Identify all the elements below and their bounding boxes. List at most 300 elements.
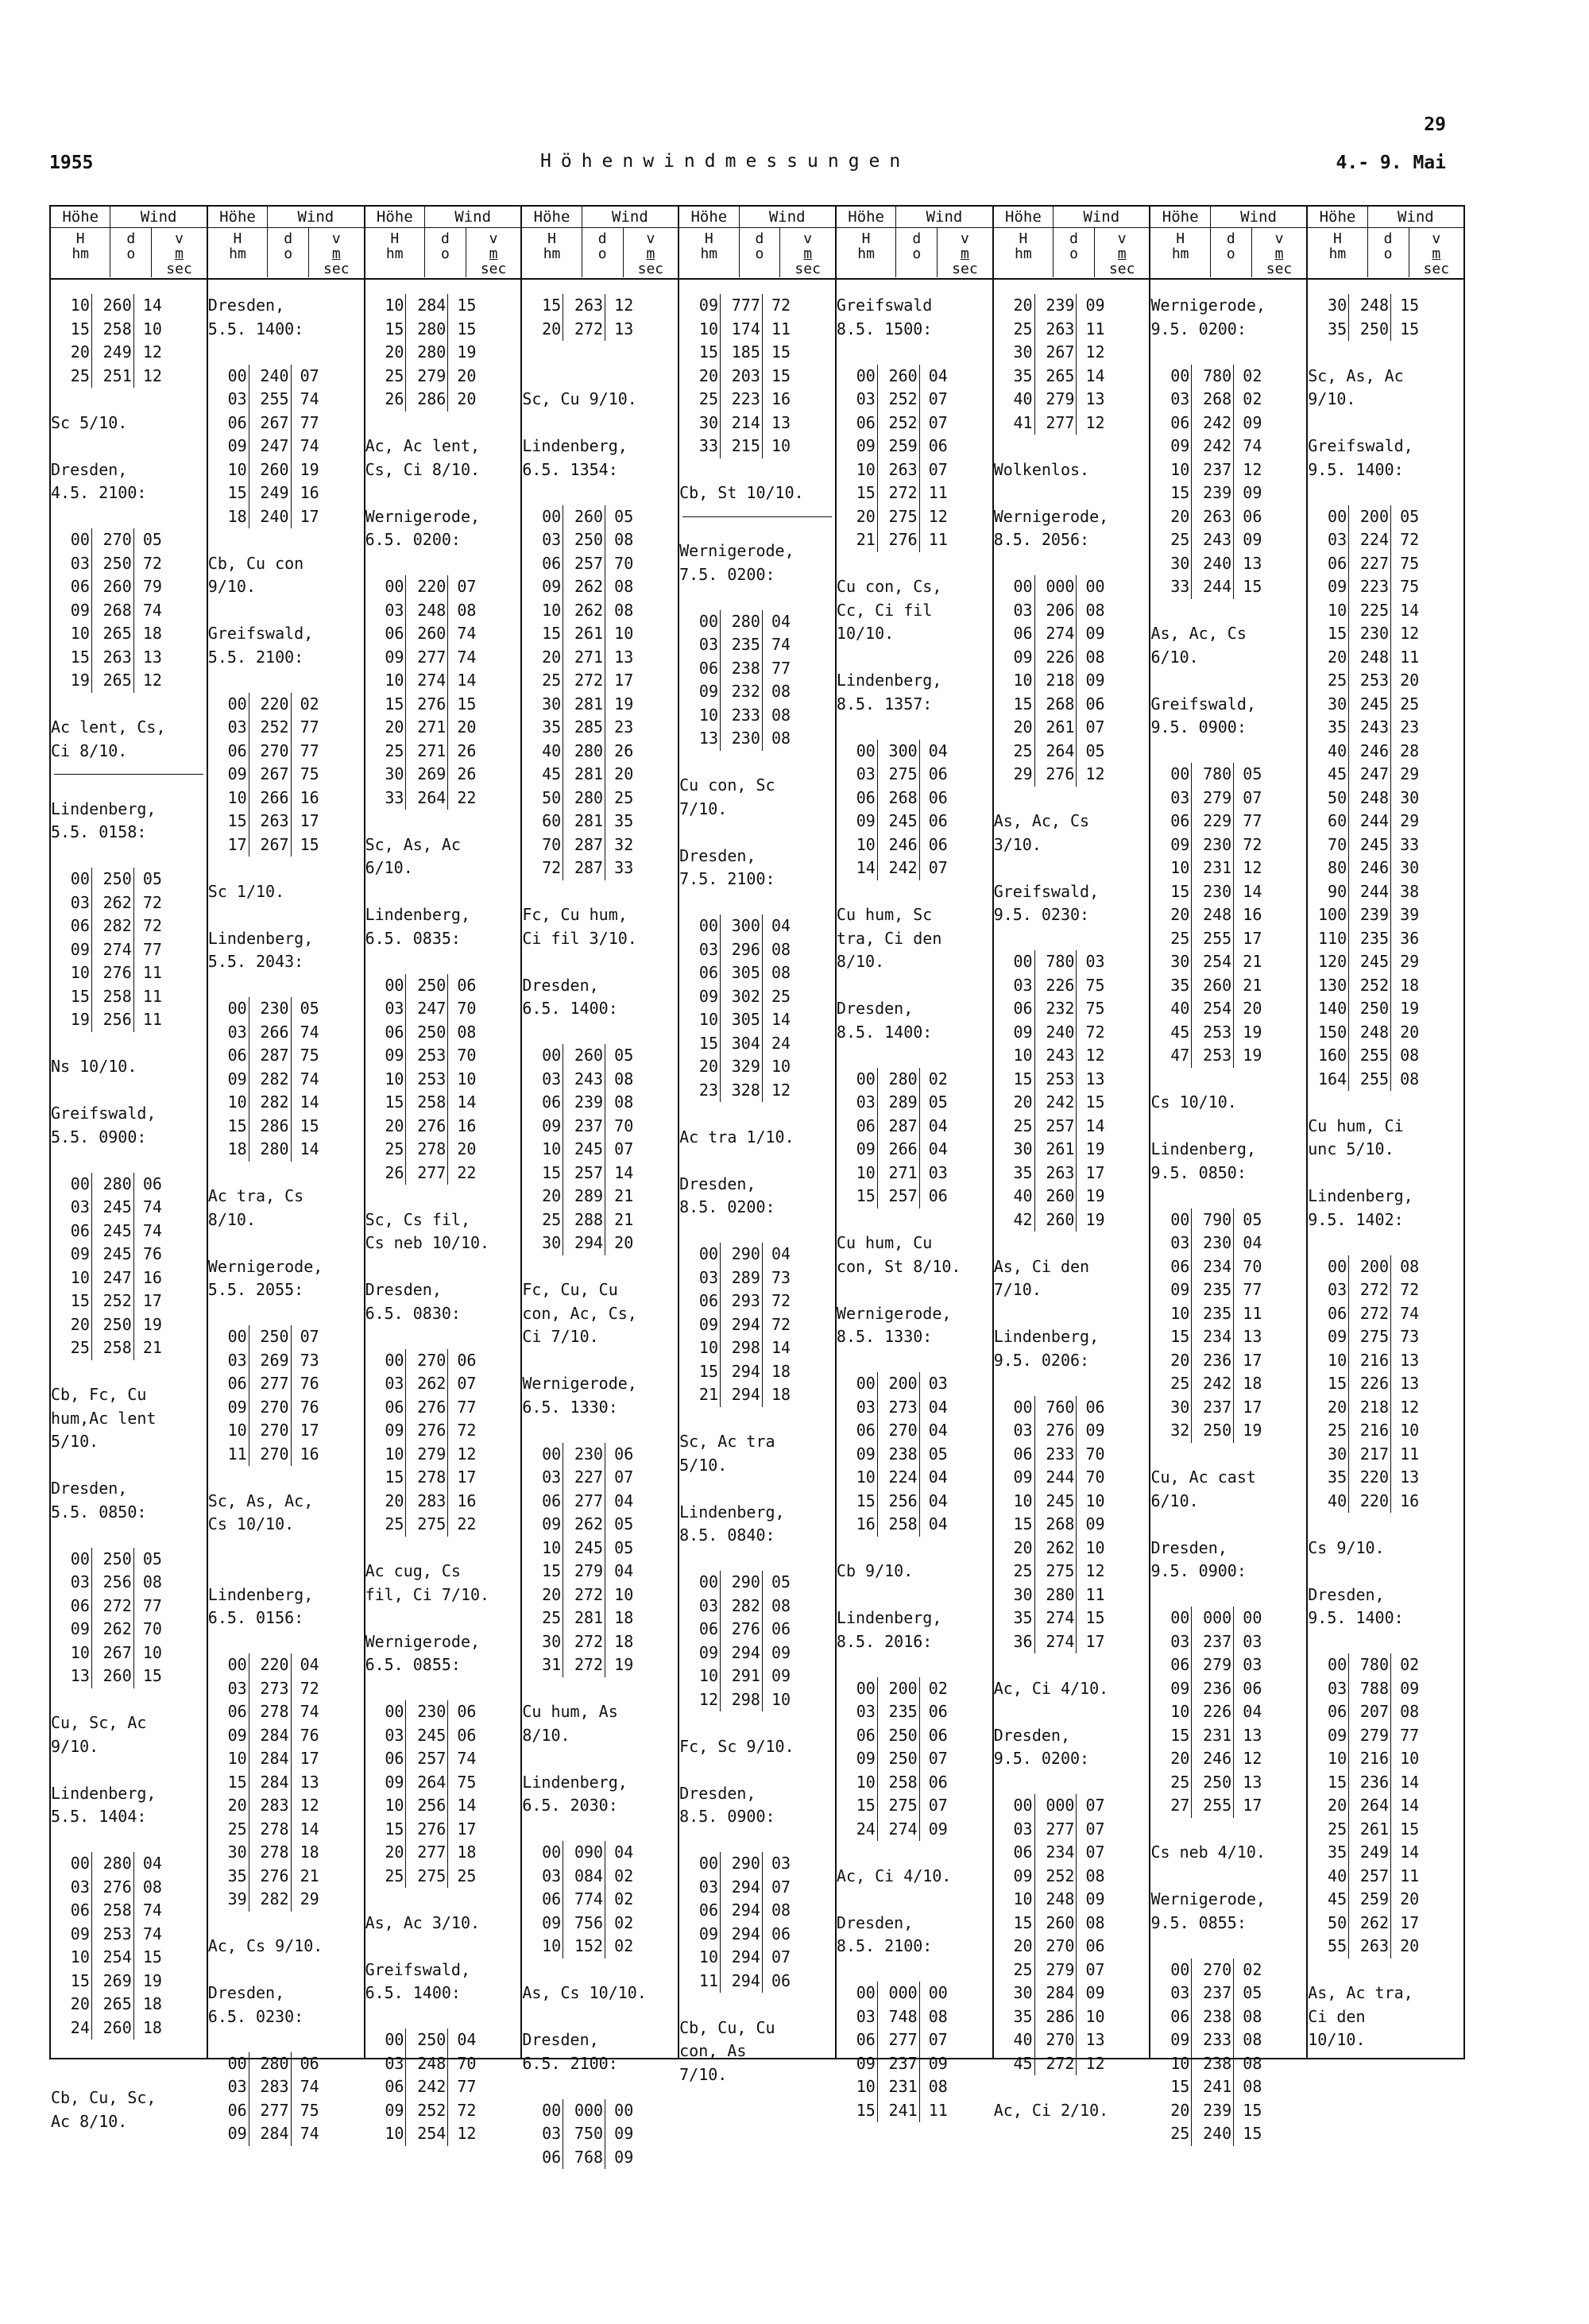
measurement-row: 13 230 08: [679, 727, 835, 751]
measurement-row: 06 250 06: [837, 1724, 992, 1748]
measurement-row: 10 260 14: [51, 294, 207, 318]
measurement-row: 09 267 75: [208, 763, 364, 787]
measurement-row: 20 249 12: [51, 341, 207, 365]
header-hoehe: Höhe: [51, 207, 110, 227]
spacer: [365, 810, 521, 833]
station-note: Fc, Sc 9/10.: [679, 1736, 794, 1756]
header-h: H: [861, 230, 871, 247]
measurement-row: 03 748 08: [837, 2005, 992, 2029]
measurement-row: 40 279 13: [994, 388, 1150, 412]
measurement-row: 06 234 70: [1150, 1255, 1306, 1279]
column-header: [522, 207, 678, 280]
measurement-row: 09 247 74: [208, 435, 364, 458]
header-wind: Wind: [1397, 208, 1434, 226]
measurement-row: 15 258 11: [51, 985, 207, 1009]
station-note: 5.5. 1404:: [51, 1807, 147, 1826]
measurement-row: 25 251 12: [51, 365, 207, 389]
measurement-row: 03 227 07: [522, 1466, 678, 1490]
header-v: v: [331, 230, 341, 247]
header-hm: hm: [857, 246, 875, 262]
measurement-row: 25 258 21: [51, 1336, 207, 1360]
measurement-row: 26 277 22: [365, 1162, 521, 1185]
measurement-row: 06 277 76: [208, 1372, 364, 1396]
measurement-row: 20 272 10: [522, 1583, 678, 1607]
measurement-row: 60 281 35: [522, 810, 678, 833]
spacer: [994, 1302, 1150, 1326]
measurement-row: 06 276 06: [679, 1618, 835, 1641]
spacer: [365, 1255, 521, 1279]
spacer: [51, 1829, 207, 1853]
measurement-row: 70 287 32: [522, 833, 678, 857]
header-hm: hm: [229, 246, 246, 262]
spacer: [1150, 1185, 1306, 1208]
station-note: 5/10.: [679, 1455, 728, 1475]
header-hoehe: Höhe: [837, 207, 896, 227]
measurement-row: 03 294 07: [679, 1876, 835, 1900]
station-note: 8.5. 0900:: [679, 1807, 775, 1826]
station-note: 6/10.: [365, 858, 413, 877]
measurement-row: 09 270 76: [208, 1396, 364, 1420]
measurement-row: 00 250 07: [208, 1325, 364, 1349]
measurement-row: 20 329 10: [679, 1055, 835, 1079]
measurement-row: 17 267 15: [208, 833, 364, 857]
spacer: [994, 787, 1150, 810]
header-h: H: [1019, 230, 1028, 247]
spacer: [1308, 481, 1463, 505]
header-hm: hm: [385, 246, 404, 262]
measurement-row: 11 294 06: [679, 1970, 835, 1993]
station-note: Cu hum, Ci: [1308, 1116, 1404, 1135]
measurement-row: 03 250 72: [51, 552, 207, 576]
header-v: v: [175, 230, 184, 247]
spacer: [522, 1818, 678, 1842]
measurement-row: 03 788 09: [1308, 1677, 1463, 1701]
measurement-row: 20 218 12: [1308, 1396, 1463, 1420]
measurement-row: 00 000 00: [522, 2099, 678, 2123]
header-m: m: [1117, 246, 1127, 262]
spacer: [837, 716, 992, 740]
measurement-row: 20 239 09: [994, 294, 1150, 318]
spacer: [51, 505, 207, 529]
spacer: [522, 950, 678, 974]
measurement-row: 06 277 75: [208, 2099, 364, 2123]
measurement-row: 15 226 13: [1308, 1372, 1463, 1396]
station-note: Dresden,: [836, 999, 914, 1018]
measurement-row: 06 268 06: [837, 787, 992, 810]
spacer: [679, 1711, 835, 1735]
measurement-row: 09 235 77: [1150, 1278, 1306, 1302]
measurement-row: 00 780 05: [1150, 763, 1306, 787]
measurement-row: 25 253 20: [1308, 669, 1463, 693]
measurement-row: 20 289 21: [522, 1185, 678, 1208]
measurement-row: 35 249 14: [1308, 1841, 1463, 1865]
spacer: [679, 1758, 835, 1782]
station-note: 6.5. 1400:: [365, 1983, 461, 2002]
spacer: [837, 1888, 992, 1912]
station-note: unc 5/10.: [1308, 1139, 1394, 1158]
table-column: [49, 207, 207, 2131]
measurement-row: 20 275 12: [837, 505, 992, 529]
measurement-row: 00 090 04: [522, 1841, 678, 1865]
measurement-row: 03 247 70: [365, 997, 521, 1021]
measurement-row: 06 239 08: [522, 1091, 678, 1115]
measurement-row: 09 266 04: [837, 1138, 992, 1162]
measurement-row: 03 252 07: [837, 388, 992, 412]
measurement-row: 03 226 75: [994, 974, 1150, 998]
station-note: Ac, Ac lent,: [365, 436, 481, 455]
measurement-row: 06 232 75: [994, 997, 1150, 1021]
header-sec: sec: [952, 261, 978, 277]
measurement-row: 25 240 15: [1150, 2122, 1306, 2146]
measurement-row: 00 250 06: [365, 974, 521, 998]
measurement-row: 06 234 07: [994, 1841, 1150, 1865]
measurement-row: 30 214 13: [679, 412, 835, 435]
measurement-row: 03 237 05: [1150, 1982, 1306, 2005]
station-note: con, As: [679, 2041, 747, 2060]
measurement-row: 45 253 19: [1150, 1021, 1306, 1045]
measurement-row: 03 275 06: [837, 763, 992, 787]
measurement-row: 20 283 12: [208, 1794, 364, 1818]
station-note: Wernigerode,: [1150, 296, 1266, 315]
station-note: 8.5. 1500:: [836, 319, 933, 338]
header-sec: sec: [166, 261, 192, 277]
station-note: Dresden,: [679, 1174, 756, 1193]
measurement-row: 10 253 10: [365, 1068, 521, 1092]
spacer: [679, 891, 835, 915]
header-deg: o: [912, 246, 922, 262]
measurement-row: 15 269 19: [51, 1970, 207, 1993]
measurement-row: 30 269 26: [365, 763, 521, 787]
measurement-row: 03 235 06: [837, 1700, 992, 1724]
measurement-row: 09 275 73: [1308, 1325, 1463, 1349]
spacer: [51, 1758, 207, 1782]
measurement-row: 15 263 13: [51, 646, 207, 670]
station-note: Lindenberg,: [1150, 1139, 1256, 1158]
measurement-row: 20 248 11: [1308, 646, 1463, 670]
spacer: [51, 1524, 207, 1548]
spacer: [365, 1607, 521, 1630]
station-note: 7/10.: [993, 1280, 1042, 1299]
spacer: [522, 1419, 678, 1443]
measurement-row: 20 203 15: [679, 365, 835, 389]
measurement-row: 09 232 08: [679, 680, 835, 704]
station-note: Cs neb 10/10.: [365, 1233, 490, 1252]
station-note: Sc, Ac tra: [679, 1432, 775, 1451]
spacer: [208, 1630, 364, 1654]
measurement-row: 35 265 14: [994, 365, 1150, 389]
spacer: [1308, 1162, 1463, 1185]
measurement-row: 15 239 09: [1150, 481, 1306, 505]
measurement-row: 30 267 12: [994, 341, 1150, 365]
spacer: [1150, 599, 1306, 623]
measurement-row: 20 277 18: [365, 1841, 521, 1865]
measurement-row: 06 229 77: [1150, 810, 1306, 833]
measurement-row: 30 284 09: [994, 1982, 1150, 2005]
measurement-row: 15 284 13: [208, 1771, 364, 1795]
measurement-row: 33 244 15: [1150, 575, 1306, 599]
measurement-row: 25 257 14: [994, 1115, 1150, 1139]
spacer: [51, 435, 207, 458]
measurement-row: 50 280 25: [522, 787, 678, 810]
measurement-row: 03 289 05: [837, 1091, 992, 1115]
measurement-row: 10 254 12: [365, 2122, 521, 2146]
station-note: 3/10.: [993, 834, 1042, 854]
measurement-row: 00 000 07: [994, 1794, 1150, 1818]
spacer: [522, 412, 678, 435]
measurement-row: 25 271 26: [365, 740, 521, 764]
header-h: H: [1333, 230, 1342, 247]
measurement-row: 00 220 07: [365, 575, 521, 599]
station-note: 9.5. 0855:: [1150, 1912, 1247, 1932]
measurement-row: 120 245 29: [1308, 950, 1463, 974]
measurement-row: 35 276 21: [208, 1865, 364, 1889]
spacer: [1150, 669, 1306, 693]
station-note: Ac lent, Cs,: [51, 717, 166, 737]
measurement-row: 10 270 17: [208, 1419, 364, 1443]
measurement-row: 25 275 12: [994, 1560, 1150, 1583]
station-note: Ci 8/10.: [51, 741, 128, 760]
header-sec: sec: [637, 261, 664, 277]
measurement-row: 00 270 02: [1150, 1959, 1306, 1982]
measurement-row: 20 283 16: [365, 1490, 521, 1514]
header-d: d: [755, 230, 764, 247]
measurement-row: 20 239 15: [1150, 2099, 1306, 2123]
measurement-row: 90 244 38: [1308, 880, 1463, 904]
station-note: 8.5. 0200:: [679, 1197, 775, 1216]
measurement-row: 16 258 04: [837, 1513, 992, 1537]
header-m: m: [175, 246, 184, 262]
measurement-row: 03 235 74: [679, 633, 835, 657]
measurement-row: 00 290 03: [679, 1852, 835, 1876]
page-number: 29: [1424, 114, 1446, 135]
measurement-row: 160 255 08: [1308, 1044, 1463, 1068]
station-note: As, Ci den: [993, 1256, 1090, 1276]
measurement-row: 00 200 02: [837, 1677, 992, 1701]
measurement-row: 20 270 06: [994, 1935, 1150, 1959]
header-d: d: [126, 230, 136, 247]
station-note: Lindenberg,: [51, 1783, 157, 1803]
header-m: m: [1274, 246, 1284, 262]
measurement-row: 10 274 14: [365, 669, 521, 693]
header-d: d: [1383, 230, 1393, 247]
header-sec: sec: [1266, 261, 1293, 277]
measurement-row: 03 262 07: [365, 1372, 521, 1396]
station-note: Ac, Cs 9/10.: [207, 1936, 323, 1955]
spacer: [837, 1959, 992, 1982]
station-note: Lindenberg,: [207, 1584, 314, 1604]
header-wind: Wind: [140, 208, 177, 226]
measurement-row: 80 246 30: [1308, 857, 1463, 880]
measurement-row: 50 262 17: [1308, 1912, 1463, 1935]
header-hoehe: Höhe: [365, 207, 425, 227]
measurement-row: 15 241 11: [837, 2099, 992, 2123]
station-note: 8.5. 2016:: [836, 1631, 933, 1651]
measurement-row: 15 304 24: [679, 1032, 835, 1056]
station-note: Cb, St 10/10.: [679, 483, 804, 502]
table-column: [207, 207, 364, 2143]
measurement-row: 00 780 03: [994, 950, 1150, 974]
header-m: m: [803, 246, 813, 262]
measurement-row: 09 245 06: [837, 810, 992, 833]
measurement-row: 35 286 10: [994, 2005, 1150, 2029]
measurement-row: 09 236 06: [1150, 1677, 1306, 1701]
measurement-row: 03 279 07: [1150, 787, 1306, 810]
spacer: [365, 412, 521, 435]
station-note: 9.5. 0200:: [993, 1749, 1090, 1768]
measurement-row: 15 231 13: [1150, 1724, 1306, 1748]
station-note: Dresden,: [207, 296, 285, 315]
station-note: 5.5. 2043:: [207, 952, 304, 971]
spacer: [1308, 1560, 1463, 1583]
station-note: Greifswald,: [51, 1104, 157, 1123]
measurement-row: 03 248 70: [365, 2052, 521, 2076]
spacer: [208, 974, 364, 998]
measurement-row: 00 780 02: [1150, 365, 1306, 389]
year: 1955: [49, 153, 94, 173]
station-note: 9/10.: [1308, 389, 1356, 408]
header-h: H: [704, 230, 713, 247]
spacer: [1150, 1865, 1306, 1889]
measurement-row: 41 277 12: [994, 412, 1150, 435]
station-note: 9.5. 0200:: [1150, 319, 1247, 338]
measurement-row: 03 252 77: [208, 716, 364, 740]
measurement-row: 40 270 13: [994, 2028, 1150, 2052]
measurement-row: 09 268 74: [51, 599, 207, 623]
station-note: Cs 10/10.: [207, 1514, 295, 1533]
station-note: Sc, As, Ac,: [207, 1491, 314, 1510]
measurement-row: 26 286 20: [365, 388, 521, 412]
header-v: v: [489, 230, 498, 247]
measurement-row: 30 280 11: [994, 1583, 1150, 1607]
measurement-row: 06 245 74: [51, 1220, 207, 1243]
station-note: 6.5. 0830:: [365, 1303, 461, 1323]
spacer: [679, 1149, 835, 1173]
measurement-row: 06 258 74: [51, 1899, 207, 1923]
measurement-row: 00 280 04: [679, 610, 835, 634]
measurement-row: 20 271 13: [522, 646, 678, 670]
header-m: m: [489, 246, 498, 262]
measurement-row: 31 272 19: [522, 1653, 678, 1677]
measurement-row: 10 238 08: [1150, 2052, 1306, 2076]
station-note: Cu hum, Cu: [836, 1233, 933, 1252]
station-note: 9.5. 1400:: [1308, 459, 1404, 479]
measurement-row: 06 287 75: [208, 1044, 364, 1068]
station-note: Dresden,: [207, 1983, 285, 2002]
station-note: 6.5. 2100:: [522, 2053, 618, 2073]
measurement-row: 20 242 15: [994, 1091, 1150, 1115]
station-note: 6.5. 1354:: [522, 459, 618, 479]
station-note: Ac tra, Cs: [207, 1186, 304, 1205]
header-sec: sec: [794, 261, 821, 277]
measurement-row: 35 243 23: [1308, 716, 1463, 740]
column-header: [837, 207, 992, 280]
station-note: 9/10.: [51, 1736, 99, 1756]
measurement-row: 09 237 09: [837, 2052, 992, 2076]
spacer: [208, 903, 364, 927]
table-column: [992, 207, 1150, 2120]
spacer: [208, 2028, 364, 2052]
station-note: 9.5. 0230:: [993, 905, 1090, 924]
measurement-row: 25 216 10: [1308, 1419, 1463, 1443]
measurement-row: 15 280 15: [365, 318, 521, 342]
station-note: 8/10.: [836, 952, 885, 971]
measurement-row: 24 260 18: [51, 2017, 207, 2040]
measurement-row: 10 245 07: [522, 1138, 678, 1162]
spacer: [837, 1349, 992, 1373]
measurement-row: 20 262 10: [994, 1537, 1150, 1560]
header-wind: Wind: [612, 208, 648, 226]
header-d: d: [440, 230, 450, 247]
station-note: Cu con, Sc: [679, 775, 775, 795]
measurement-row: 10 279 12: [365, 1443, 521, 1467]
measurement-row: 10 245 05: [522, 1537, 678, 1560]
spacer: [522, 1747, 678, 1771]
measurement-row: 06 305 08: [679, 961, 835, 985]
spacer: [679, 1102, 835, 1126]
column-header: [51, 207, 207, 280]
measurement-row: 03 262 72: [51, 891, 207, 915]
measurement-row: 00 220 04: [208, 1653, 364, 1677]
date-range: 4.- 9. Mai: [1336, 153, 1446, 173]
station-note: hum,Ac lent: [51, 1408, 157, 1428]
spacer: [522, 1959, 678, 1982]
measurement-row: 15 230 14: [1150, 880, 1306, 904]
spacer: [51, 388, 207, 412]
measurement-row: 00 270 05: [51, 528, 207, 552]
spacer: [679, 586, 835, 610]
measurement-row: 09 302 25: [679, 985, 835, 1009]
header-d: d: [912, 230, 922, 247]
measurement-row: 10 260 19: [208, 458, 364, 482]
measurement-row: 32 250 19: [1150, 1419, 1306, 1443]
measurement-row: 15 276 17: [365, 1818, 521, 1842]
measurement-row: 30 248 15: [1308, 294, 1463, 318]
table-column: [364, 207, 521, 2143]
station-note: 6/10.: [1150, 647, 1199, 667]
spacer: [679, 821, 835, 845]
station-note: As, Ac tra,: [1308, 1983, 1413, 2002]
header-h: H: [75, 230, 85, 247]
measurement-row: 45 281 20: [522, 763, 678, 787]
station-note: Ac 8/10.: [51, 2111, 128, 2131]
measurement-row: 10 224 04: [837, 1466, 992, 1490]
measurement-row: 10 262 08: [522, 599, 678, 623]
measurement-row: 45 259 20: [1308, 1888, 1463, 1912]
measurement-row: 70 245 33: [1308, 833, 1463, 857]
station-note: Cs 10/10.: [1150, 1092, 1237, 1112]
measurement-row: 00 280 06: [51, 1173, 207, 1197]
spacer: [522, 341, 678, 365]
measurement-row: 18 280 14: [208, 1138, 364, 1162]
header-hoehe: Höhe: [208, 207, 268, 227]
measurement-row: 19 265 12: [51, 669, 207, 693]
measurement-row: 10 284 15: [365, 294, 521, 318]
measurement-row: 11 270 16: [208, 1443, 364, 1467]
station-note: 8.5. 0840:: [679, 1525, 775, 1545]
header-m: m: [331, 246, 341, 262]
station-note: Greifswald,: [207, 624, 314, 643]
measurement-row: 35 220 13: [1308, 1466, 1463, 1490]
header-v: v: [1432, 230, 1441, 247]
header-sec: sec: [1423, 261, 1450, 277]
measurement-row: 30 281 19: [522, 693, 678, 717]
station-note: 8.5. 2056:: [993, 530, 1090, 549]
measurement-row: 00 280 04: [51, 1852, 207, 1876]
measurement-row: 00 300 04: [679, 915, 835, 938]
station-note: Cu hum, As: [522, 1702, 618, 1721]
measurement-row: 09 756 02: [522, 1912, 678, 1935]
spacer: [679, 1993, 835, 2017]
